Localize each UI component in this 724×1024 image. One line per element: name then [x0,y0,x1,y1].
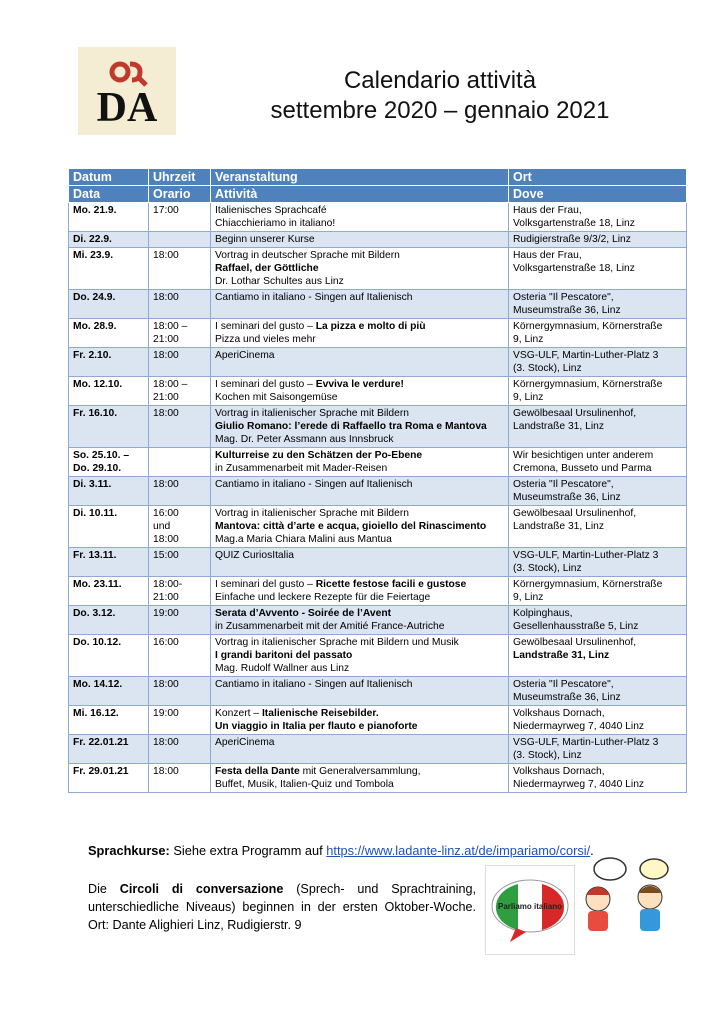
cell-event-line: Festa della Dante mit Generalversammlung, [215,766,421,777]
cell-place [509,377,687,406]
cell-place-line: Osteria "Il Pescatore", [513,292,614,303]
table-row [69,248,687,290]
cell-event-line: Chiacchieriamo in italiano! [215,218,336,229]
cell-event-line: I grandi baritoni del passato [215,650,353,661]
cell-date [69,548,149,577]
cell-event-line: Mantova: città d’arte e acqua, gioiello del Rinascimento [215,521,487,532]
cell-time-line: 18:00 – [153,321,188,332]
cell-event-line: Cantiamo in italiano - Singen auf Italienisch [215,292,413,303]
cell-place [509,635,687,677]
cell-event-line: I seminari del gusto – Ricette festose facili e gustose [215,579,467,590]
calendar-table [68,168,687,793]
table-row [69,406,687,448]
cell-time-line: 16:00 [153,637,179,648]
cell-place-line: Haus der Frau, [513,205,582,216]
cell-time-line: 17:00 [153,205,179,216]
cell-event-line: Vortrag in deutscher Sprache mit Bildern [215,250,400,261]
cell-event-line: Italienisches Sprachcafé [215,205,327,216]
cell-place [509,606,687,635]
cell-time-line: 21:00 [153,392,179,403]
cell-time-line: 18:00 [153,250,179,261]
cell-date [69,319,149,348]
cell-time-line: und [153,521,171,532]
cell-date-line: Mo. 28.9. [73,321,117,332]
cell-place [509,506,687,548]
cell-event-line: Einfache und leckere Rezepte für die Feiertage [215,592,431,603]
cell-place-line: Museumstraße 36, Linz [513,492,621,503]
cell-place-line: Gewölbesaal Ursulinenhof, [513,508,637,519]
cell-time-line: 18:00 [153,679,179,690]
cell-event-line: Pizza und vieles mehr [215,334,316,345]
cell-time [149,635,211,677]
cell-time-line: 18:00 [153,350,179,361]
cell-time [149,735,211,764]
cell-date-line: Fr. 29.01.21 [73,766,129,777]
cell-event-line: Cantiamo in italiano - Singen auf Italienisch [215,679,413,690]
cell-place-line: Körnergymnasium, Körnerstraße [513,379,663,390]
cell-time [149,203,211,232]
cell-time-line: 18:00 [153,479,179,490]
cell-time [149,290,211,319]
cell-event [211,477,509,506]
cell-time-line: 18:00 [153,737,179,748]
badge-text: Parliamo italiano [497,902,563,911]
cell-event-line: Mag.a Maria Chiara Malini aus Mantua [215,534,392,545]
circoli-note [88,880,476,934]
header-ort: Ort [509,169,687,186]
sprachkurse-end: . [590,843,594,858]
cell-event [211,577,509,606]
cell-place-line: VSG-ULF, Martin-Luther-Platz 3 [513,550,659,561]
cell-event-line: Cantiamo in italiano - Singen auf Italienisch [215,479,413,490]
cell-time [149,677,211,706]
cell-event-line: I seminari del gusto – Evviva le verdure! [215,379,404,390]
table-row [69,577,687,606]
cell-time-line: 19:00 [153,708,179,719]
cell-event [211,506,509,548]
table-row [69,635,687,677]
cell-time-line: 19:00 [153,608,179,619]
cell-event-line: Giulio Romano: l’erede di Raffaello tra Roma e Mantova [215,421,487,432]
cell-time [149,406,211,448]
cell-event-line: Konzert – Italienische Reisebilder. [215,708,379,719]
cell-place [509,548,687,577]
sprachkurse-link[interactable]: https://www.ladante-linz.at/de/impariamo/corsi/ [326,843,591,858]
cell-place-line: Landstraße 31, Linz [513,521,605,532]
cell-date [69,448,149,477]
cell-event-line: Un viaggio in Italia per flauto e pianoforte [215,721,418,732]
cell-event-line: AperiCinema [215,737,275,748]
cell-event-line: Serata d’Avvento - Soirée de l’Avent [215,608,392,619]
table-row [69,606,687,635]
cell-date-line: Fr. 2.10. [73,350,112,361]
cell-date-line: Do. 10.12. [73,637,122,648]
header-data: Data [69,186,149,203]
cell-date [69,248,149,290]
chatting-people-image [580,855,675,935]
cell-place-line: VSG-ULF, Martin-Luther-Platz 3 [513,350,659,361]
cell-date [69,203,149,232]
table-row [69,348,687,377]
cell-date-line: Fr. 13.11. [73,550,117,561]
cell-time [149,319,211,348]
circoli-pre: Die [88,882,120,896]
cell-date-line: Mi. 16.12. [73,708,119,719]
header-dove: Dove [509,186,687,203]
cell-place [509,406,687,448]
cell-place-line: 9, Linz [513,392,544,403]
cell-place-line: Osteria "Il Pescatore", [513,679,614,690]
cell-place-line: Körnergymnasium, Körnerstraße [513,321,663,332]
cell-date-line: Do. 24.9. [73,292,116,303]
table-row [69,377,687,406]
cell-place-line: (3. Stock), Linz [513,563,582,574]
table-row [69,290,687,319]
cell-date-line: Fr. 16.10. [73,408,118,419]
cell-place-line: (3. Stock), Linz [513,363,582,374]
cell-place-line: Gewölbesaal Ursulinenhof, [513,408,637,419]
table-row [69,232,687,248]
cell-place [509,203,687,232]
cell-event-line: AperiCinema [215,350,275,361]
header-veranstaltung: Veranstaltung [211,169,509,186]
table-row [69,203,687,232]
cell-event [211,406,509,448]
cell-date-line: Mo. 12.10. [73,379,123,390]
cell-event [211,606,509,635]
cell-place-line: Niedermayrweg 7, 4040 Linz [513,779,645,790]
cell-date-line: Mo. 14.12. [73,679,123,690]
cell-event-line: Mag. Rudolf Wallner aus Linz [215,663,350,674]
cell-place-line: Landstraße 31, Linz [513,421,605,432]
cell-date [69,406,149,448]
cell-event-line: Vortrag in italienischer Sprache mit Bildern [215,408,410,419]
parliamo-italiano-image [485,865,575,955]
cell-event-line: Raffael, der Göttliche [215,263,319,274]
cell-place-line: VSG-ULF, Martin-Luther-Platz 3 [513,737,659,748]
cell-date-line: Di. 3.11. [73,479,112,490]
cell-date [69,606,149,635]
cell-event [211,635,509,677]
cell-place [509,348,687,377]
header-attivita: Attività [211,186,509,203]
table-row [69,677,687,706]
cell-date [69,477,149,506]
cell-place [509,319,687,348]
cell-date-line: Di. 22.9. [73,234,112,245]
cell-event [211,764,509,793]
cell-date [69,506,149,548]
cell-place [509,290,687,319]
cell-date [69,635,149,677]
cell-date-line: Di. 10.11. [73,508,118,519]
header-orario: Orario [149,186,211,203]
cell-place-line: Volkshaus Dornach, [513,766,605,777]
header-uhrzeit: Uhrzeit [149,169,211,186]
cell-place-line: Haus der Frau, [513,250,582,261]
circoli-bold: Circoli di conversazione [119,882,284,896]
cell-place-line: Museumstraße 36, Linz [513,692,621,703]
sprachkurse-label: Sprachkurse: [88,843,170,858]
cell-event [211,232,509,248]
cell-event-line: Buffet, Musik, Italien-Quiz und Tombola [215,779,394,790]
cell-date-line: Do. 3.12. [73,608,116,619]
cell-place-line: 9, Linz [513,334,544,345]
cell-place-line: Volksgartenstraße 18, Linz [513,218,635,229]
table-row [69,319,687,348]
cell-time [149,477,211,506]
cell-event [211,377,509,406]
cell-date-line: Mi. 23.9. [73,250,114,261]
cell-time [149,548,211,577]
cell-place-line: Gesellenhausstraße 5, Linz [513,621,639,632]
cell-place-line: 9, Linz [513,592,544,603]
cell-date [69,232,149,248]
cell-place [509,448,687,477]
cell-event [211,548,509,577]
cell-date [69,735,149,764]
cell-date-line: Fr. 22.01.21 [73,737,129,748]
cell-event [211,203,509,232]
cell-date [69,290,149,319]
cell-time-line: 21:00 [153,334,179,345]
cell-place-line: Gewölbesaal Ursulinenhof, [513,637,637,648]
cell-place [509,232,687,248]
cell-date [69,677,149,706]
cell-place-line: Landstraße 31, Linz [513,650,610,661]
cell-event-line: in Zusammenarbeit mit der Amitié France-Autriche [215,621,445,632]
cell-time [149,232,211,248]
cell-place-line: Volksgartenstraße 18, Linz [513,263,635,274]
circoli-text: (Sprech- und Sprachtraining, unterschiedliche Niveaus) beginnen in der ersten Oktober-Woche. Ort: Dante Alighieri Linz, Rudigierstr. 9 [88,882,476,932]
cell-place-line: Kolpinghaus, [513,608,573,619]
header-row-it [69,186,687,203]
cell-place [509,735,687,764]
cell-event [211,448,509,477]
cell-place-line: Osteria "Il Pescatore", [513,479,614,490]
cell-time-line: 18:00- [153,579,183,590]
cell-date-line: So. 25.10. – [73,450,130,461]
cell-place-line: Körnergymnasium, Körnerstraße [513,579,663,590]
title-line-2: settembre 2020 – gennaio 2021 [270,97,610,124]
logo-text: DA [96,85,158,131]
cell-place [509,706,687,735]
cell-date [69,706,149,735]
cell-time-line: 18:00 [153,408,179,419]
cell-event-line: in Zusammenarbeit mit Mader-Reisen [215,463,388,474]
cell-date-line: Do. 29.10. [73,463,122,474]
cell-place-line: Cremona, Busseto und Parma [513,463,652,474]
cell-time [149,448,211,477]
cell-date [69,348,149,377]
header-row-de [69,169,687,186]
cell-date-line: Mo. 23.11. [73,579,122,590]
sprachkurse-text: Siehe extra Programm auf [169,843,327,858]
cell-place-line: Rudigierstraße 9/3/2, Linz [513,234,631,245]
cell-time [149,706,211,735]
header-datum: Datum [69,169,149,186]
cell-event [211,248,509,290]
cell-time-line: 21:00 [153,592,179,603]
cell-place-line: Niedermayrweg 7, 4040 Linz [513,721,645,732]
cell-time [149,764,211,793]
cell-place [509,477,687,506]
table-row [69,735,687,764]
cell-event-line: Kochen mit Saisongemüse [215,392,338,403]
cell-event-line: Mag. Dr. Peter Assmann aus Innsbruck [215,434,394,445]
cell-place [509,677,687,706]
cell-time-line: 16:00 [153,508,179,519]
table-row [69,548,687,577]
cell-event-line: Beginn unserer Kurse [215,234,315,245]
cell-event [211,706,509,735]
cell-time-line: 18:00 [153,766,179,777]
cell-date [69,377,149,406]
cell-place-line: Volkshaus Dornach, [513,708,605,719]
cell-place [509,248,687,290]
cell-place-line: Museumstraße 36, Linz [513,305,621,316]
cell-time-line: 18:00 [153,292,179,303]
cell-event [211,735,509,764]
cell-place-line: (3. Stock), Linz [513,750,582,761]
cell-event [211,348,509,377]
cell-date [69,577,149,606]
logo [78,47,176,135]
cell-time [149,577,211,606]
cell-place [509,764,687,793]
cell-time [149,348,211,377]
cell-time [149,248,211,290]
table-row [69,477,687,506]
cell-time-line: 18:00 [153,534,179,545]
cell-event [211,677,509,706]
cell-event [211,290,509,319]
table-row [69,764,687,793]
cell-place-line: Wir besichtigen unter anderem [513,450,654,461]
cell-event-line: Kulturreise zu den Schätzen der Po-Ebene [215,450,423,461]
sprachkurse-note [88,843,594,858]
cell-event-line: Vortrag in italienischer Sprache mit Bildern und Musik [215,637,459,648]
table-row [69,706,687,735]
page-title [250,66,630,126]
cell-time [149,506,211,548]
cell-time-line: 18:00 – [153,379,188,390]
cell-time [149,606,211,635]
cell-time [149,377,211,406]
cell-place [509,577,687,606]
table-row [69,448,687,477]
cell-event-line: Vortrag in italienischer Sprache mit Bildern [215,508,410,519]
cell-date-line: Mo. 21.9. [73,205,117,216]
table-row [69,506,687,548]
title-line-1: Calendario attività [343,67,537,94]
cell-event [211,319,509,348]
cell-date [69,764,149,793]
cell-event-line: I seminari del gusto – La pizza e molto di più [215,321,426,332]
cell-event-line: Dr. Lothar Schultes aus Linz [215,276,344,287]
cell-event-line: QUIZ CuriosItalia [215,550,294,561]
cell-time-line: 15:00 [153,550,179,561]
